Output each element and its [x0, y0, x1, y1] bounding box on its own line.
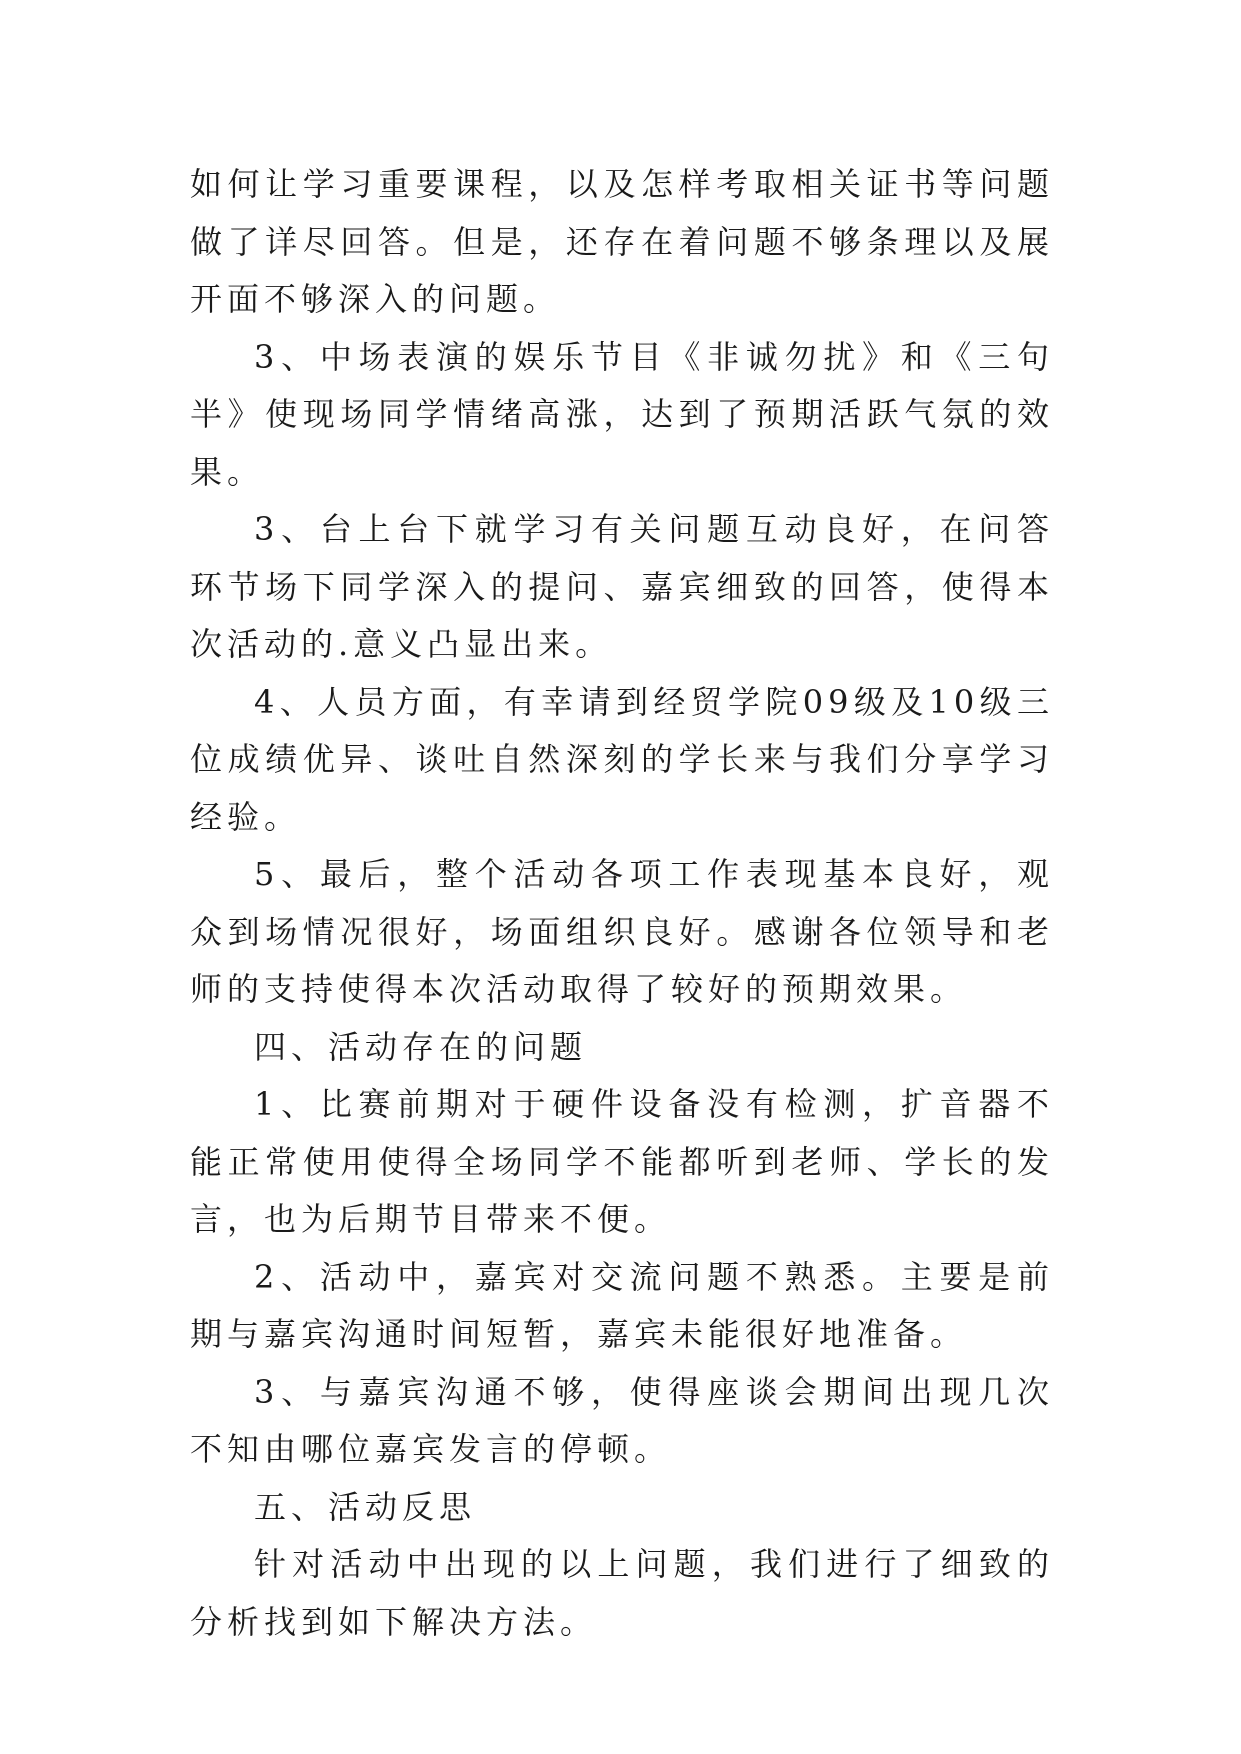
paragraph-item-5-summary: 5、最后，整个活动各项工作表现基本良好，观众到场情况很好，场面组织良好。感谢各位领导和老师的支持使得本次活动取得了较好的预期效果。 — [190, 855, 1054, 1008]
paragraph-problem-1: 1、比赛前期对于硬件设备没有检测，扩音器不能正常使用使得全场同学不能都听到老师、学长的发言，也为后期节目带来不便。 — [190, 1085, 1054, 1238]
paragraph-problem-2: 2、活动中，嘉宾对交流问题不熟悉。主要是前期与嘉宾沟通时间短暂，嘉宾未能很好地准备。 — [190, 1257, 1054, 1353]
section-heading-reflection: 五、活动反思 — [254, 1487, 477, 1526]
paragraph-reflection: 针对活动中出现的以上问题，我们进行了细致的分析找到如下解决方法。 — [190, 1545, 1054, 1641]
paragraph-item-3-performance: 3、中场表演的娱乐节目《非诚勿扰》和《三句半》使现场同学情绪高涨，达到了预期活跃气氛的效果。 — [190, 337, 1054, 491]
paragraph-continuation: 如何让学习重要课程，以及怎样考取相关证书等问题做了详尽回答。但是，还存在着问题不够条理以及展开面不够深入的问题。 — [190, 165, 1054, 318]
paragraph-problem-3: 3、与嘉宾沟通不够，使得座谈会期间出现几次不知由哪位嘉宾发言的停顿。 — [190, 1372, 1054, 1468]
section-heading-problems: 四、活动存在的问题 — [254, 1027, 588, 1066]
paragraph-item-3-interaction: 3、台上台下就学习有关问题互动良好，在问答环节场下同学深入的提问、嘉宾细致的回答，使得本次活动的.意义凸显出来。 — [190, 510, 1054, 663]
paragraph-item-4-personnel: 4、人员方面，有幸请到经贸学院09级及10级三位成绩优异、谈吐自然深刻的学长来与我们分享学习经验。 — [190, 682, 1054, 836]
document-body — [190, 156, 1054, 1651]
